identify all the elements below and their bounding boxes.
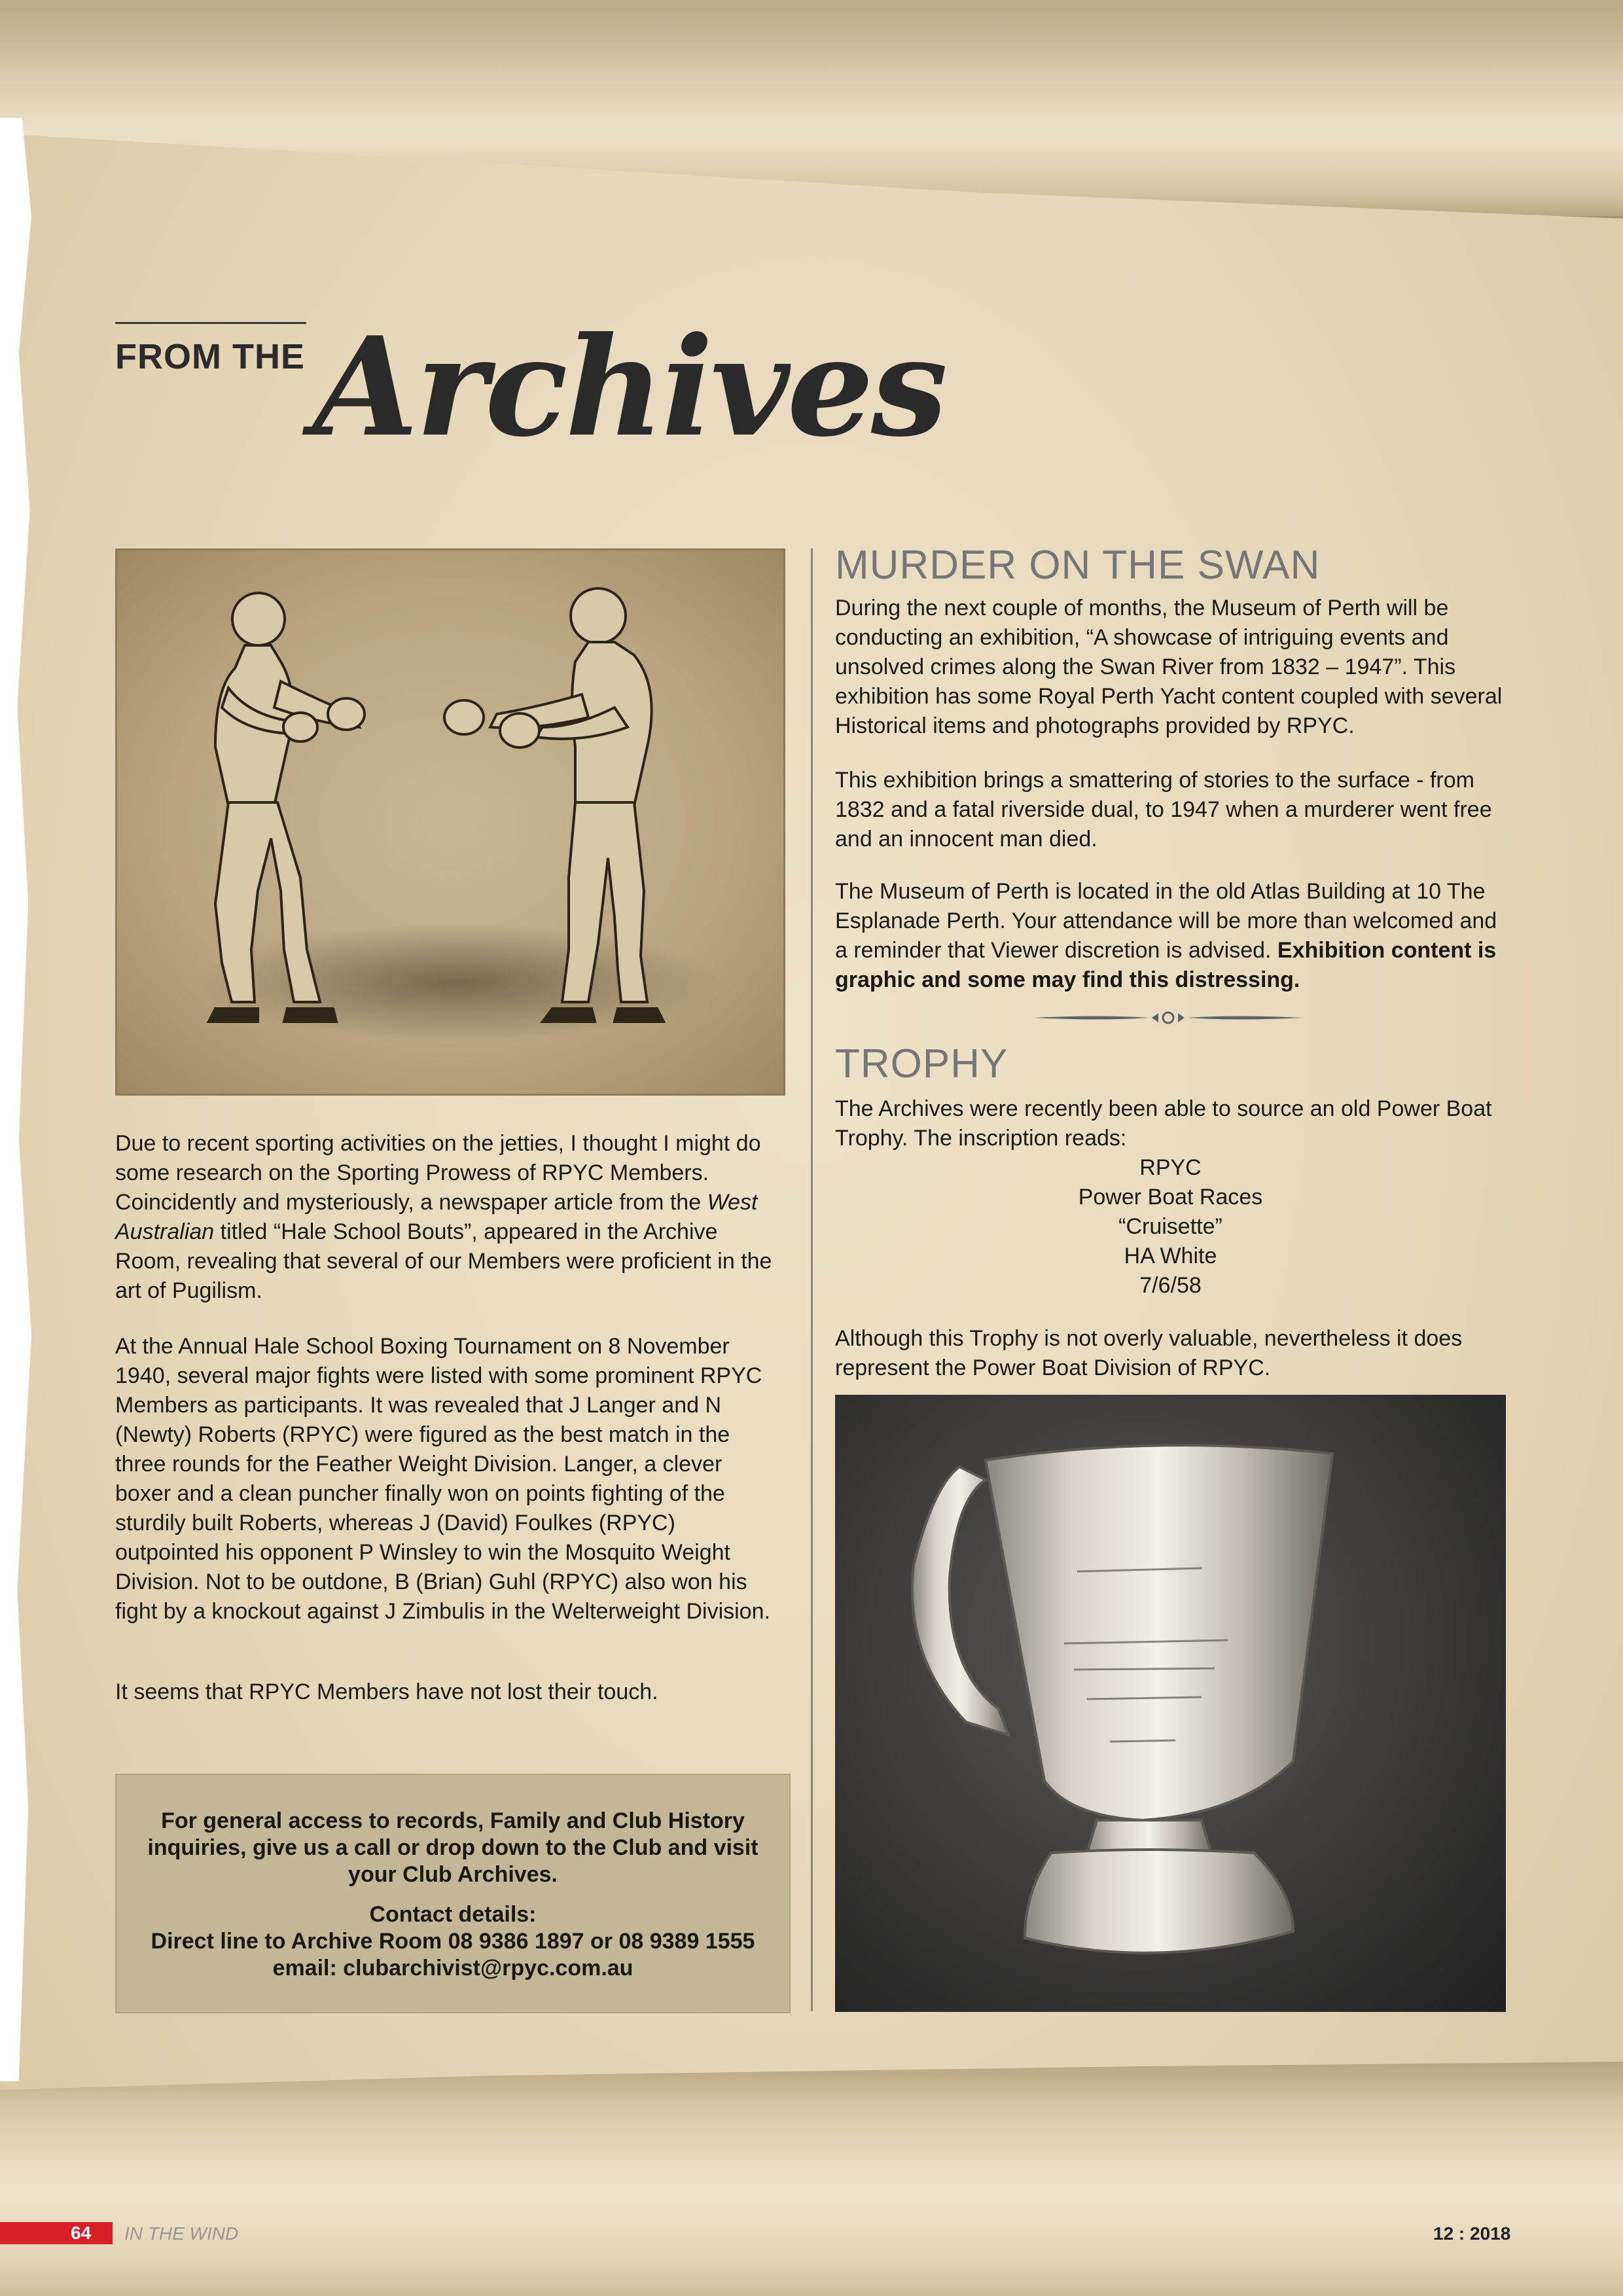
page-number-bar	[0, 2222, 113, 2244]
ornament-divider	[1034, 1008, 1302, 1028]
murder-paragraph-2: This exhibition brings a smattering of stories to the surface - from 1832 and a fatal riverside dual, to 1947 when a murderer went free and an innocent man died.	[835, 768, 1492, 852]
torn-paper-edge	[0, 118, 31, 2081]
scroll-shadow	[0, 0, 1623, 144]
inscription-line: HA White	[1124, 1244, 1217, 1268]
contact-box	[115, 1774, 791, 2013]
boxing-p1-text-cont: titled “Hale School Bouts”, appeared in the Archive Room, revealing that several of our Members were proficient in the art of Pugilism.	[115, 1219, 772, 1303]
column-divider	[811, 548, 813, 2011]
scroll-bottom-curl	[0, 2062, 1623, 2296]
boxers-illustration	[115, 548, 785, 1096]
trophy-heading: TROPHY	[835, 1041, 1008, 1086]
silver-cup-image	[835, 1395, 1506, 2012]
trophy-photo	[835, 1395, 1506, 2012]
murder-warning: Exhibition content is graphic and some may find this distressing.	[835, 938, 1497, 992]
trophy-paragraph-1: The Archives were recently been able to source an old Power Boat Trophy. The inscription reads:	[835, 1096, 1492, 1151]
murder-p3-text: The Museum of Perth is located in the old Atlas Building at 10 The Esplanade Perth. Your attendance will be more than welcomed and a reminder that Viewer discretion is advised.	[835, 879, 1497, 963]
boxing-paragraph-3: It seems that RPYC Members have not lost their touch.	[115, 1679, 658, 1704]
inscription-line: Power Boat Races	[1078, 1185, 1263, 1210]
inscription-line: 7/6/58	[1139, 1273, 1202, 1298]
newspaper-title: West Australian	[115, 1190, 758, 1244]
magazine-name: IN THE WIND	[124, 2223, 239, 2244]
boxing-paragraph-2: At the Annual Hale School Boxing Tournament on 8 November 1940, several major fights were listed with some prominent RPYC Members as participants. It was revealed that J Langer and N (Newty) Roberts (RPYC) were figured as the best match in the three rounds for the Feather Weight Division. Langer, a clever boxer and a clean puncher finally won on points fighting of the sturdily built Roberts, whereas J (David) Foulkes (RPYC) outpointed his opponent P Winsley to win the Mosquito Weight Division. Not to be outdone, B (Brian) Guhl (RPYC) also won his fight by a knockout against J Zimbulis in the Welterweight Division.	[115, 1334, 770, 1624]
boxing-paragraph-1	[115, 1129, 783, 1306]
contact-phone[interactable]: Direct line to Archive Room 08 9386 1897 or 08 9389 1555	[151, 1929, 755, 1954]
inscription-line: RPYC	[1139, 1155, 1202, 1180]
issue-date: 12 : 2018	[1433, 2223, 1511, 2244]
murder-paragraph-3	[835, 877, 1506, 995]
contact-intro: For general access to records, Family and Club History inquiries, give us a call or drop down to the Club and visit your Club Archives.	[147, 1808, 758, 1887]
inscription-line: “Cruisette”	[1118, 1214, 1222, 1239]
contact-heading: Contact details:	[369, 1902, 537, 1927]
page-number: 64	[71, 2223, 92, 2243]
header-title: Archives	[313, 308, 946, 467]
murder-paragraph-1: During the next couple of months, the Museum of Perth will be conducting an exhibition, “A showcase of intriguing events and unsolved crimes along the Swan River from 1832 – 1947”. This exhibition has some Royal Perth Yacht content coupled with several Historical items and photographs provided by RPYC.	[835, 596, 1503, 738]
header-rule	[115, 322, 306, 324]
trophy-inscription	[835, 1153, 1506, 1300]
murder-heading: MURDER ON THE SWAN	[835, 543, 1321, 588]
boxers-engraving	[117, 550, 783, 1094]
header-kicker: FROM THE	[115, 337, 305, 376]
contact-email[interactable]: email: clubarchivist@rpyc.com.au	[272, 1956, 633, 1981]
boxing-p1-text: Due to recent sporting activities on the jetties, I thought I might do some research on the Sporting Prowess of RPYC Members. Coincidently and mysteriously, a newspaper article from the	[115, 1131, 761, 1215]
trophy-paragraph-2: Although this Trophy is not overly valuable, nevertheless it does represent the Power Boat Division of RPYC.	[835, 1326, 1463, 1380]
